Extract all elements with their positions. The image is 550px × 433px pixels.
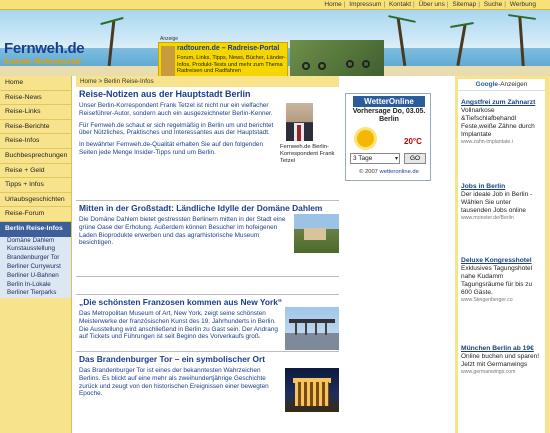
ad-label: Anzeige (160, 36, 179, 42)
intro-paragraph: In bewährter Fernweh.de-Qualität erhalten Sie auf den folgenden Seiten jede Menge Insider-Tipps rund um Berlin. (79, 141, 264, 156)
ads-sidebar (455, 76, 550, 433)
bike-wheel (346, 60, 354, 68)
bike-wheel (362, 60, 370, 68)
image-gate (295, 382, 329, 406)
sidebar-subitem[interactable]: Berliner Currywurst (0, 263, 71, 272)
sidebar-item-reise-berichte[interactable]: Reise-Berichte (0, 120, 71, 135)
site-logo[interactable]: Fernweh.de (4, 40, 85, 57)
image-column (315, 323, 317, 335)
google-ads-badge[interactable] (458, 79, 545, 91)
chevron-down-icon: ▾ (394, 156, 398, 162)
header-banner (0, 10, 550, 76)
sidebar-subitem[interactable]: Brandenburger Tor (0, 254, 71, 263)
sidebar-item-reise-news[interactable]: Reise-News (0, 91, 71, 106)
copyright-text: © 2007 (359, 169, 378, 175)
bike-wheel (318, 62, 326, 70)
sidebar-subitem[interactable]: Kunstausstellung (0, 245, 71, 254)
weather-copyright (346, 169, 432, 175)
sidebar-item-reise-geld[interactable]: Reise + Geld (0, 164, 71, 179)
sidebar-subitem[interactable]: Berlin In-Lokale (0, 281, 71, 290)
page-title: Reise-Notizen aus der Hauptstadt Berlin (79, 89, 251, 99)
forecast-city: Berlin (379, 116, 399, 123)
weather-widget (345, 93, 431, 181)
image-building (304, 228, 326, 240)
select-value: 3 Tage (353, 155, 373, 162)
article-title[interactable]: „Die schönsten Franzosen kommen aus New York“ (79, 297, 283, 307)
image-column (305, 323, 307, 335)
intro-paragraph: Unser Berlin-Korrespondent Frank Tetzel ist nicht nur ein vielfacher Reiseführer-Autor, sondern auch ein ausgezeichneter Berlin-Kenner. (79, 102, 273, 117)
article-title[interactable]: Mitten in der Großstadt: Ländliche Idylle der Domäne Dahlem (79, 203, 323, 213)
article-text: Das Brandenburger Tor ist eines der bekanntesten Wahrzeichen Berlins. Es blickt auf eine mehr als zweihundertjährige Geschichte zurück und zeugt von den historischen Ereignissen einer bewegten Epoche. (79, 367, 269, 398)
article-teaser (76, 200, 339, 276)
ad-title[interactable]: Deluxe Kongresshotel (461, 257, 532, 264)
ad-body: Online buchen und sparen! Jetzt mit Germanwings (461, 353, 540, 368)
article-text: Das Metropolitan Museum of Art, New York, zeigt seine schönsten Meisterwerke der französischen Kunst des 19. Jahrhunderts in Berlin. Die Ausstellung wird anschließend in Berlin zu Gast sein. Der Andrang auf Tickets und Führungen ist seit Beginn des Vorverkaufs groß. (79, 310, 278, 341)
topnav-home[interactable]: Home (324, 1, 342, 8)
breadcrumb (76, 76, 339, 87)
ad-body: Vollnarkose &Tiefschlafbehandl Feste,weiße Zähne durch Implantate (461, 107, 535, 138)
photo-tie (297, 125, 301, 141)
article-text: Die Domäne Dahlem bietet gestressten Berlinern mitten in der Stadt eine grüne Oase der Erholung. Außerdem können Besucher im hofeigenen Laden Bioprodukte erwerben und das agrarhistorische Museum besichtigen. (79, 216, 286, 247)
ad-body: Exklusives Tagungshotel nahe Kudamm Tagungsräume für bis zu 600 Gäste. (461, 265, 533, 296)
sidebar-subitem[interactable]: Domäne Dahlem (0, 237, 71, 246)
sidebar-subitem[interactable]: Berliner U-Bahnen (0, 272, 71, 281)
weather-forecast-date (346, 108, 432, 124)
ad-title[interactable]: Jobs in Berlin (461, 183, 506, 190)
go-button[interactable]: GO (404, 153, 426, 164)
photo-caption: Fernweh.de Berlin-Korrespondent Frank Tetzel (280, 144, 335, 164)
forecast-days-select[interactable] (350, 153, 400, 164)
topnav-ueber-uns[interactable]: Über uns (418, 1, 445, 8)
sidebar-item-buchbesprechungen[interactable]: Buchbesprechungen (0, 149, 71, 164)
sidebar-item-reise-infos[interactable]: Reise-Infos (0, 134, 71, 149)
palm-frond (508, 14, 536, 20)
ad-title[interactable]: Angstfrei zum Zahnarzt (461, 99, 536, 106)
breadcrumb-home[interactable]: Home (80, 78, 97, 85)
ads-label: -Anzeigen (498, 81, 528, 88)
bike-wheel (302, 62, 310, 70)
article-title-bar (76, 277, 339, 295)
ad-url[interactable]: www.zahn-implantate.i (461, 139, 513, 145)
ad-text: Forum, Links, Tipps, News, Bücher, Länder-Infos, Produkt-Tests und mehr zum Thema Radreisen und Radfahren (177, 55, 286, 74)
article-image[interactable] (285, 368, 339, 412)
image-column (295, 323, 297, 335)
sidebar-item-reise-links[interactable]: Reise-Links (0, 105, 71, 120)
topnav-suche[interactable]: Suche (483, 1, 503, 8)
cyclists-photo (290, 40, 384, 76)
article-image[interactable] (285, 307, 339, 350)
top-navigation: Home | Impressum | Kontakt | Über uns | Sitemap | Suche | Werbung (0, 0, 550, 10)
image-column (325, 323, 327, 335)
topnav-kontakt[interactable]: Kontakt (388, 1, 411, 8)
google-logo: Google (475, 81, 499, 88)
article-image[interactable] (294, 214, 339, 253)
breadcrumb-separator: > (98, 78, 103, 85)
article-title[interactable]: Das Brandenburger Tor – ein symbolischer Ort (79, 354, 266, 364)
ad-title[interactable]: radtouren.de – Radreise-Portal (177, 45, 280, 52)
text-ad[interactable] (461, 257, 543, 304)
topnav-impressum[interactable]: Impressum (349, 1, 382, 8)
temperature: 20°C (404, 137, 422, 146)
correspondent-photo (286, 103, 313, 141)
left-sidebar (0, 76, 72, 433)
sidebar-item-urlaubsgeschichten[interactable]: Urlaubsgeschichten (0, 193, 71, 208)
ad-url[interactable]: www.monster.de/Berlin (461, 215, 514, 221)
main-content (76, 76, 339, 433)
weather-column (340, 76, 455, 433)
text-ad[interactable] (461, 345, 543, 376)
article-teaser (76, 276, 339, 351)
palm-frond (388, 15, 416, 23)
banner-ad[interactable] (158, 36, 288, 76)
sidebar-subitem[interactable]: Berliner Tierparks (0, 289, 71, 298)
text-ad[interactable] (461, 183, 543, 222)
ad-url[interactable]: www.Steigenberger.co (461, 297, 513, 303)
sidebar-item-berlin-active[interactable]: Berlin Reise-Infos (0, 222, 71, 237)
intro-paragraph: Für Fernweh.de schaut er sich regelmäßig in Berlin um und berichtet über Nützliches, Praktisches und Interessantes aus der Hauptstadt. (79, 121, 274, 137)
wetteronline-link[interactable]: wetteronline.de (379, 169, 419, 175)
site-tagline: Insider-Reiseportal (4, 56, 81, 66)
ad-url[interactable]: www.germanwings.com (461, 369, 516, 375)
ad-body: Der ideale Job in Berlin - Wählen Sie unter tausenden Jobs online (461, 191, 533, 214)
ad-image (161, 46, 175, 76)
sidebar-item-home[interactable]: Home (0, 76, 71, 91)
sidebar-item-tipps-infos[interactable]: Tipps + Infos (0, 178, 71, 193)
ad-title[interactable]: München Berlin ab 19€ (461, 345, 534, 352)
intro-section (76, 89, 339, 200)
breadcrumb-current: Berlin Reise-Infos (103, 78, 154, 85)
sidebar-item-reise-forum[interactable]: Reise-Forum (0, 207, 71, 222)
article-teaser (76, 351, 339, 417)
forecast-line: Vorhersage Do, 03.05. (352, 108, 426, 115)
topnav-sitemap[interactable]: Sitemap (452, 1, 477, 8)
google-ads-box (458, 79, 545, 433)
sun-icon (357, 130, 374, 147)
topnav-werbung[interactable]: Werbung (509, 1, 536, 8)
wetteronline-logo[interactable]: WetterOnline (353, 96, 425, 107)
text-ad[interactable] (461, 99, 543, 146)
